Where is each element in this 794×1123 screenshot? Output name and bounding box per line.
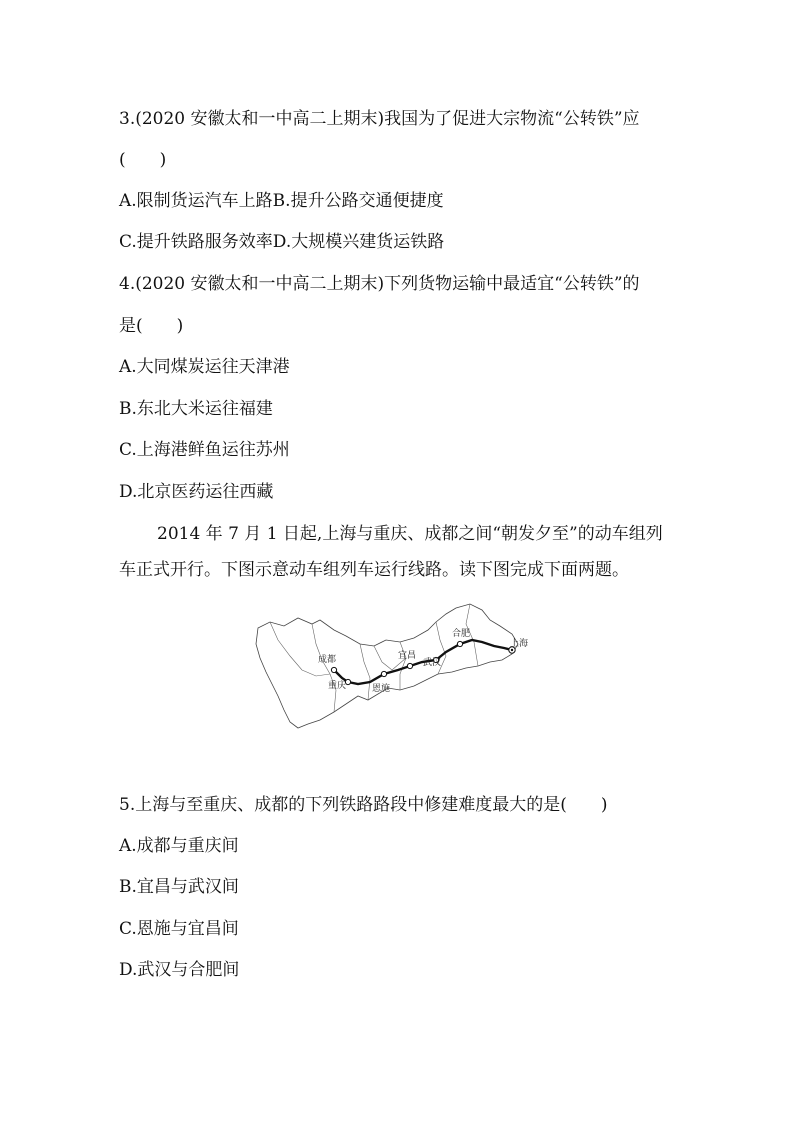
boundary-line (400, 642, 406, 690)
station-chongqing (345, 679, 350, 684)
railway-route-map (250, 600, 529, 732)
question-4-answer-blank: 是( ) (119, 316, 184, 336)
question-4-option-a: A.大同煤炭运往天津港 (119, 357, 290, 377)
label-chongqing: 重庆 (328, 681, 347, 691)
label-hefei: 合肥 (452, 629, 471, 639)
label-shanghai: 上海 (510, 639, 529, 649)
question-3-answer-blank: ( ) (119, 150, 167, 170)
passage-body: 2014 年 7 月 1 日起,上海与重庆、成都之间“朝发夕至”的动车组列车正式开行。下图示意动车组列车运行线路。读下图完成下面两题。 (119, 524, 663, 580)
label-yichang: 宜昌 (398, 651, 417, 661)
question-4-stem: 4.(2020 安徽太和一中高二上期末)下列货物运输中最适宜“公转铁”的 (119, 274, 640, 294)
label-chengdu: 成都 (318, 655, 337, 665)
question-3-option-ab: A.限制货运汽车上路B.提升公路交通便捷度 (119, 191, 444, 211)
question-3-option-cd: C.提升铁路服务效率D.大规模兴建货运铁路 (119, 232, 445, 252)
station-shanghai-dot (511, 649, 513, 651)
label-enshi: 恩施 (372, 684, 391, 694)
boundary-line (270, 622, 330, 676)
question-4-option-b: B.东北大米运往福建 (119, 399, 273, 419)
question-5-option-a: A.成都与重庆间 (119, 836, 239, 856)
question-5-option-c: C.恩施与宜昌间 (119, 919, 239, 939)
question-3-stem: 3.(2020 安徽太和一中高二上期末)我国为了促进大宗物流“公转铁”应 (119, 109, 640, 129)
station-enshi (381, 671, 386, 676)
station-hefei (457, 641, 462, 646)
boundary-line (360, 644, 370, 700)
question-4-option-d: D.北京医药运往西藏 (119, 482, 274, 502)
station-chengdu (331, 667, 336, 672)
label-wuhan: 武汉 (423, 658, 442, 668)
passage-text (119, 516, 679, 588)
question-5-option-b: B.宜昌与武汉间 (119, 877, 239, 897)
question-4-option-c: C.上海港鲜鱼运往苏州 (119, 440, 290, 460)
question-5-option-d: D.武汉与合肥间 (119, 960, 240, 980)
question-5-stem: 5.上海与至重庆、成都的下列铁路路段中修建难度最大的是( ) (119, 795, 608, 815)
station-yichang (407, 663, 412, 668)
